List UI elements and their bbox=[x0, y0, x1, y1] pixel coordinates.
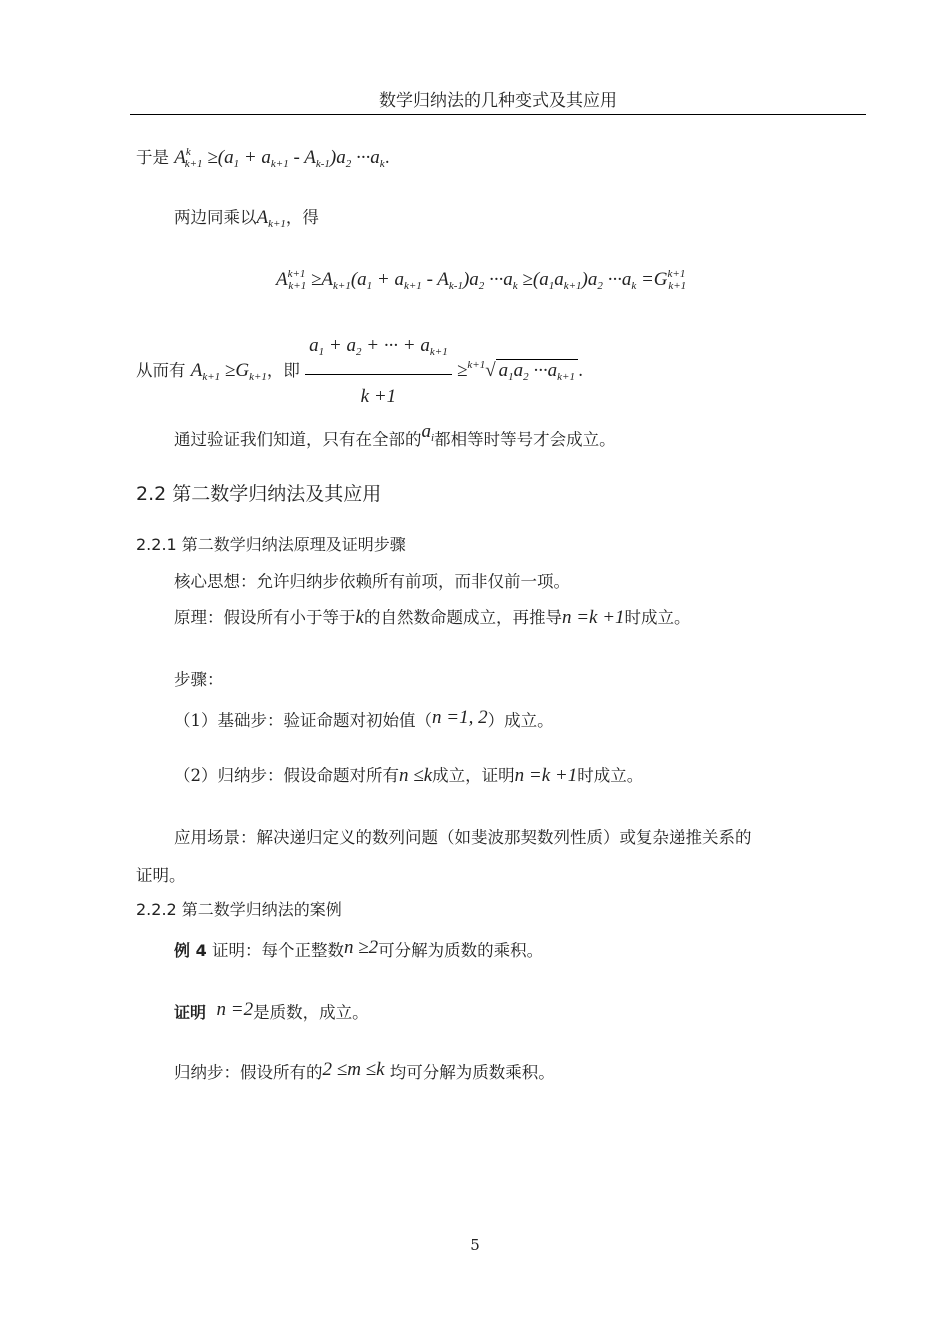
term-a-k-plus-1: $A_{k+1}$ bbox=[256, 207, 286, 230]
multiply-line: 两边同乘以$A_{k+1}$，得 bbox=[174, 207, 319, 230]
steps-label: 步骤： bbox=[174, 670, 224, 689]
application-line-2: 证明。 bbox=[136, 866, 186, 885]
section-heading-2-2-2: 2.2.2 第二数学归纳法的案例 bbox=[136, 900, 342, 919]
step-1: （1）基础步：验证命题对初始值（n =1, 2）成立。 bbox=[174, 707, 554, 730]
induction-step: 归纳步：假设所有的2 ≤m ≤k 均可分解为质数乘积。 bbox=[174, 1059, 555, 1082]
example-4: 例 4 证明：每个正整数n ≥2可分解为质数的乘积。 bbox=[174, 937, 544, 960]
proof-base: 证明 n =2是质数，成立。 bbox=[174, 999, 369, 1022]
application-line-1: 应用场景：解决递归定义的数列问题（如斐波那契数列性质）或复杂递推关系的 bbox=[174, 828, 752, 847]
principle: 原理：假设所有小于等于k的自然数命题成立，再推导n =k +1时成立。 bbox=[174, 607, 691, 628]
step-2: （2）归纳步：假设命题对所有n ≤k成立，证明n =k +1时成立。 bbox=[174, 765, 644, 786]
section-heading-2-2: 2.2 第二数学归纳法及其应用 bbox=[136, 483, 382, 505]
equality-note: 通过验证我们知道，只有在全部的$a_i$都相等时等号才会成立。 bbox=[174, 421, 616, 449]
page-header: 数学归纳法的几种变式及其应用 bbox=[130, 88, 866, 115]
core-idea: 核心思想：允许归纳步依赖所有前项，而非仅前一项。 bbox=[174, 572, 570, 591]
formula-line-2: $A^{k+1}_{k+1} \ge A_{k+1}(a_1 + a_{k+1} - A_{k-1})a_2 \cdot\cdot\cdot a_k \ge(a_1a_{k+1})a_2 \cdot\cdot\cdot a_k =G^{k+1}_{k+1}$ bbox=[276, 268, 687, 292]
page-number: 5 bbox=[470, 1236, 480, 1254]
am-fraction: $\frac{a_1 + a_2 + \cdot\cdot\cdot + a_{k+1}}{k +1}$ bbox=[305, 326, 452, 417]
inequality-1: $A^k_{k+1} \ge(a_1 + a_{k+1} - A_{k-1})a_2 \cdot\cdot\cdot a_k$ bbox=[174, 146, 385, 170]
conclusion-line: 从而有 $A_{k+1} \ge G_{k+1}$，即 $\frac{a_1 + a_2 + \cdot\cdot\cdot + a_{k+1}}{k +1}$ ≥$^{k+1}$√ $a_1a_2 \cdot\cdot\cdot a_{k+1}$ . bbox=[136, 326, 583, 417]
section-heading-2-2-1: 2.2.1 第二数学归纳法原理及证明步骤 bbox=[136, 535, 406, 554]
formula-line-1: 于是 $A^k_{k+1} \ge(a_1 + a_{k+1} - A_{k-1})a_2 \cdot\cdot\cdot a_k$. bbox=[136, 146, 390, 170]
